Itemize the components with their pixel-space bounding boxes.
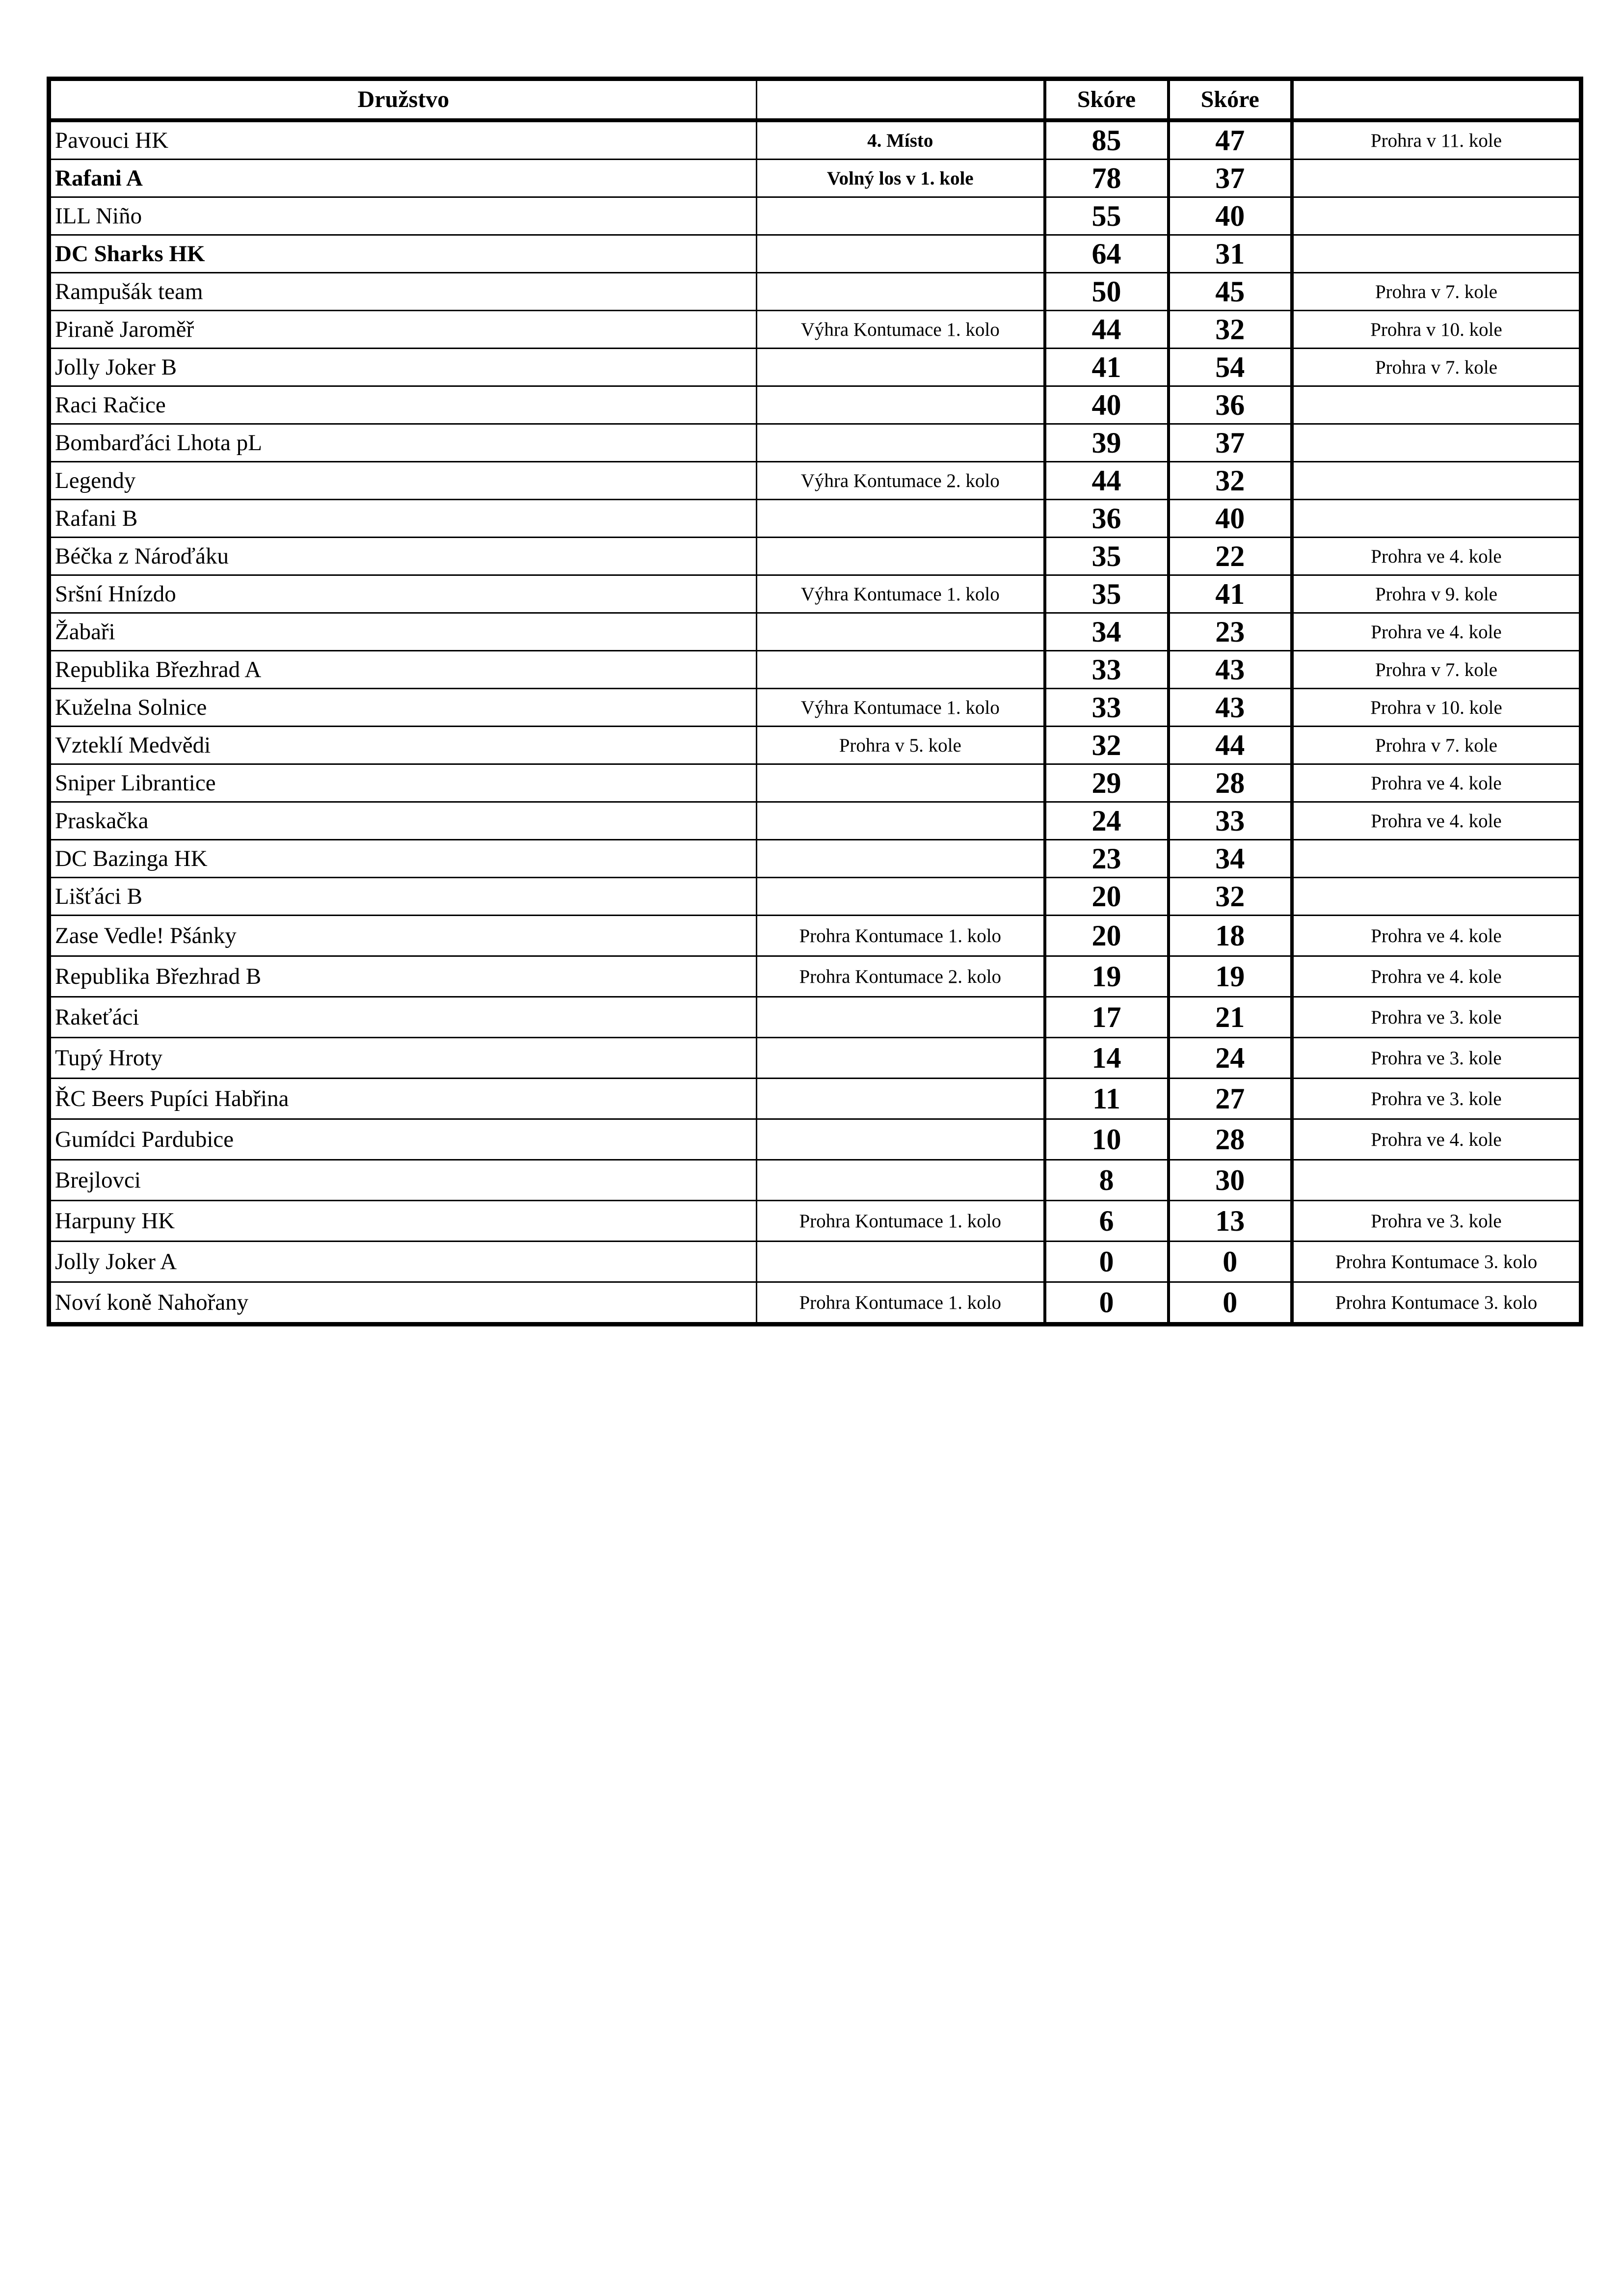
team-name-cell: Rafani A — [49, 160, 757, 197]
table-row — [49, 878, 1581, 916]
team-name-cell: Rafani B — [49, 500, 757, 538]
score-2-cell: 13 — [1169, 1201, 1292, 1242]
result-cell — [1292, 878, 1581, 916]
score-1-cell: 8 — [1045, 1160, 1169, 1201]
note-cell: Prohra Kontumace 1. kolo — [757, 1282, 1045, 1324]
note-cell: Prohra Kontumace 2. kolo — [757, 956, 1045, 997]
result-cell: Prohra ve 4. kole — [1292, 802, 1581, 840]
score-1-cell: 20 — [1045, 878, 1169, 916]
team-name-cell: Žabaři — [49, 613, 757, 651]
score-2-cell: 18 — [1169, 916, 1292, 956]
score-2-cell: 21 — [1169, 997, 1292, 1038]
result-cell: Prohra ve 3. kole — [1292, 997, 1581, 1038]
table-row — [49, 500, 1581, 538]
result-cell: Prohra v 7. kole — [1292, 727, 1581, 764]
table-row — [49, 160, 1581, 197]
result-cell: Prohra v 7. kole — [1292, 273, 1581, 311]
table-row — [49, 538, 1581, 575]
result-cell — [1292, 424, 1581, 462]
result-cell: Prohra ve 3. kole — [1292, 1201, 1581, 1242]
table-row — [49, 840, 1581, 878]
team-name-cell: DC Sharks HK — [49, 235, 757, 273]
score-1-cell: 17 — [1045, 997, 1169, 1038]
result-cell: Prohra ve 3. kole — [1292, 1079, 1581, 1119]
score-2-cell: 31 — [1169, 235, 1292, 273]
table-row — [49, 956, 1581, 997]
result-cell: Prohra ve 4. kole — [1292, 916, 1581, 956]
score-2-cell: 44 — [1169, 727, 1292, 764]
table-row — [49, 727, 1581, 764]
score-1-cell: 32 — [1045, 727, 1169, 764]
result-cell — [1292, 1160, 1581, 1201]
score-2-cell: 19 — [1169, 956, 1292, 997]
note-cell — [757, 235, 1045, 273]
team-name-cell: Noví koně Nahořany — [49, 1282, 757, 1324]
note-cell — [757, 1119, 1045, 1160]
note-cell — [757, 651, 1045, 689]
result-cell: Prohra v 7. kole — [1292, 651, 1581, 689]
score-2-cell: 37 — [1169, 160, 1292, 197]
team-name-cell: Pavouci HK — [49, 120, 757, 160]
score-1-cell: 19 — [1045, 956, 1169, 997]
note-cell: Prohra Kontumace 1. kolo — [757, 1201, 1045, 1242]
result-cell: Prohra Kontumace 3. kolo — [1292, 1282, 1581, 1324]
team-name-cell: Brejlovci — [49, 1160, 757, 1201]
score-2-cell: 28 — [1169, 1119, 1292, 1160]
team-name-cell: Sršní Hnízdo — [49, 575, 757, 613]
score-1-cell: 35 — [1045, 538, 1169, 575]
score-1-cell: 44 — [1045, 462, 1169, 500]
result-cell — [1292, 840, 1581, 878]
note-cell: Výhra Kontumace 1. kolo — [757, 311, 1045, 349]
score-2-cell: 22 — [1169, 538, 1292, 575]
score-1-cell: 44 — [1045, 311, 1169, 349]
score-2-cell: 0 — [1169, 1282, 1292, 1324]
result-cell: Prohra Kontumace 3. kolo — [1292, 1242, 1581, 1282]
score-2-cell: 41 — [1169, 575, 1292, 613]
table-row — [49, 575, 1581, 613]
team-name-cell: Piraně Jaroměř — [49, 311, 757, 349]
table-row — [49, 916, 1581, 956]
score-1-cell: 10 — [1045, 1119, 1169, 1160]
team-name-cell: Legendy — [49, 462, 757, 500]
score-1-cell: 34 — [1045, 613, 1169, 651]
table-row — [49, 197, 1581, 235]
score-2-cell: 30 — [1169, 1160, 1292, 1201]
note-cell — [757, 197, 1045, 235]
note-cell: Výhra Kontumace 1. kolo — [757, 575, 1045, 613]
score-1-cell: 29 — [1045, 764, 1169, 802]
table-row — [49, 1242, 1581, 1282]
note-cell — [757, 1038, 1045, 1079]
score-2-cell: 47 — [1169, 120, 1292, 160]
table-header — [49, 79, 1581, 121]
note-cell — [757, 386, 1045, 424]
result-cell: Prohra ve 4. kole — [1292, 956, 1581, 997]
score-2-cell: 54 — [1169, 349, 1292, 386]
header-score-1: Skóre — [1045, 79, 1169, 121]
score-2-cell: 28 — [1169, 764, 1292, 802]
note-cell — [757, 1242, 1045, 1282]
score-2-cell: 32 — [1169, 311, 1292, 349]
score-2-cell: 43 — [1169, 651, 1292, 689]
note-cell — [757, 1160, 1045, 1201]
team-name-cell: Jolly Joker A — [49, 1242, 757, 1282]
table-row — [49, 386, 1581, 424]
note-cell — [757, 997, 1045, 1038]
team-name-cell: Rampušák team — [49, 273, 757, 311]
score-2-cell: 0 — [1169, 1242, 1292, 1282]
table-row — [49, 802, 1581, 840]
score-2-cell: 34 — [1169, 840, 1292, 878]
score-2-cell: 32 — [1169, 462, 1292, 500]
note-cell — [757, 538, 1045, 575]
table-row — [49, 1119, 1581, 1160]
note-cell: Prohra Kontumace 1. kolo — [757, 916, 1045, 956]
result-cell: Prohra ve 4. kole — [1292, 764, 1581, 802]
table-row — [49, 997, 1581, 1038]
header-team: Družstvo — [49, 79, 757, 121]
note-cell — [757, 273, 1045, 311]
note-cell — [757, 500, 1045, 538]
score-2-cell: 40 — [1169, 197, 1292, 235]
score-1-cell: 55 — [1045, 197, 1169, 235]
result-cell: Prohra ve 4. kole — [1292, 538, 1581, 575]
table-row — [49, 613, 1581, 651]
result-cell: Prohra v 10. kole — [1292, 311, 1581, 349]
note-cell: Výhra Kontumace 2. kolo — [757, 462, 1045, 500]
header-result — [1292, 79, 1581, 121]
team-name-cell: Bombarďáci Lhota pL — [49, 424, 757, 462]
table-row — [49, 1201, 1581, 1242]
score-1-cell: 64 — [1045, 235, 1169, 273]
table-row — [49, 689, 1581, 727]
score-1-cell: 78 — [1045, 160, 1169, 197]
team-name-cell: Harpuny HK — [49, 1201, 757, 1242]
result-cell: Prohra v 10. kole — [1292, 689, 1581, 727]
team-name-cell: Jolly Joker B — [49, 349, 757, 386]
score-1-cell: 33 — [1045, 689, 1169, 727]
header-row — [49, 79, 1581, 121]
score-1-cell: 85 — [1045, 120, 1169, 160]
note-cell — [757, 349, 1045, 386]
result-cell: Prohra ve 3. kole — [1292, 1038, 1581, 1079]
score-1-cell: 33 — [1045, 651, 1169, 689]
score-1-cell: 0 — [1045, 1282, 1169, 1324]
score-2-cell: 33 — [1169, 802, 1292, 840]
team-name-cell: ILL Niño — [49, 197, 757, 235]
score-1-cell: 20 — [1045, 916, 1169, 956]
note-cell: Prohra v 5. kole — [757, 727, 1045, 764]
score-2-cell: 23 — [1169, 613, 1292, 651]
result-cell: Prohra v 11. kole — [1292, 120, 1581, 160]
team-name-cell: Republika Březhrad B — [49, 956, 757, 997]
team-name-cell: Sniper Librantice — [49, 764, 757, 802]
score-2-cell: 36 — [1169, 386, 1292, 424]
table-row — [49, 120, 1581, 160]
note-cell — [757, 613, 1045, 651]
team-name-cell: DC Bazinga HK — [49, 840, 757, 878]
results-table — [47, 77, 1583, 1326]
note-cell — [757, 802, 1045, 840]
table-row — [49, 764, 1581, 802]
table-row — [49, 235, 1581, 273]
score-2-cell: 43 — [1169, 689, 1292, 727]
table-row — [49, 273, 1581, 311]
note-cell: Volný los v 1. kole — [757, 160, 1045, 197]
table-row — [49, 1282, 1581, 1324]
note-cell — [757, 764, 1045, 802]
score-1-cell: 40 — [1045, 386, 1169, 424]
team-name-cell: Lišťáci B — [49, 878, 757, 916]
note-cell — [757, 840, 1045, 878]
table-row — [49, 424, 1581, 462]
score-2-cell: 24 — [1169, 1038, 1292, 1079]
table-row — [49, 349, 1581, 386]
score-2-cell: 32 — [1169, 878, 1292, 916]
team-name-cell: Kuželna Solnice — [49, 689, 757, 727]
score-1-cell: 24 — [1045, 802, 1169, 840]
table-row — [49, 311, 1581, 349]
team-name-cell: Zase Vedle! Pšánky — [49, 916, 757, 956]
team-name-cell: Rakeťáci — [49, 997, 757, 1038]
team-name-cell: Gumídci Pardubice — [49, 1119, 757, 1160]
result-cell: Prohra ve 4. kole — [1292, 613, 1581, 651]
score-2-cell: 45 — [1169, 273, 1292, 311]
result-cell: Prohra v 7. kole — [1292, 349, 1581, 386]
note-cell: Výhra Kontumace 1. kolo — [757, 689, 1045, 727]
header-score-2: Skóre — [1169, 79, 1292, 121]
table-row — [49, 1160, 1581, 1201]
result-cell — [1292, 197, 1581, 235]
score-2-cell: 37 — [1169, 424, 1292, 462]
score-1-cell: 39 — [1045, 424, 1169, 462]
score-2-cell: 40 — [1169, 500, 1292, 538]
score-1-cell: 6 — [1045, 1201, 1169, 1242]
score-1-cell: 0 — [1045, 1242, 1169, 1282]
note-cell: 4. Místo — [757, 120, 1045, 160]
note-cell — [757, 1079, 1045, 1119]
result-cell — [1292, 235, 1581, 273]
team-name-cell: Vzteklí Medvědi — [49, 727, 757, 764]
score-1-cell: 23 — [1045, 840, 1169, 878]
table-body — [49, 120, 1581, 1324]
result-cell — [1292, 386, 1581, 424]
score-1-cell: 14 — [1045, 1038, 1169, 1079]
result-cell: Prohra ve 4. kole — [1292, 1119, 1581, 1160]
result-cell — [1292, 462, 1581, 500]
note-cell — [757, 878, 1045, 916]
team-name-cell: Raci Račice — [49, 386, 757, 424]
table-row — [49, 1079, 1581, 1119]
score-1-cell: 36 — [1045, 500, 1169, 538]
table-row — [49, 462, 1581, 500]
score-1-cell: 41 — [1045, 349, 1169, 386]
result-cell — [1292, 500, 1581, 538]
result-cell — [1292, 160, 1581, 197]
team-name-cell: Tupý Hroty — [49, 1038, 757, 1079]
team-name-cell: Praskačka — [49, 802, 757, 840]
result-cell: Prohra v 9. kole — [1292, 575, 1581, 613]
team-name-cell: ŘC Beers Pupíci Habřina — [49, 1079, 757, 1119]
score-2-cell: 27 — [1169, 1079, 1292, 1119]
table-row — [49, 651, 1581, 689]
score-1-cell: 11 — [1045, 1079, 1169, 1119]
header-note — [757, 79, 1045, 121]
table-row — [49, 1038, 1581, 1079]
note-cell — [757, 424, 1045, 462]
team-name-cell: Republika Březhrad A — [49, 651, 757, 689]
team-name-cell: Béčka z Nároďáku — [49, 538, 757, 575]
score-1-cell: 35 — [1045, 575, 1169, 613]
score-1-cell: 50 — [1045, 273, 1169, 311]
